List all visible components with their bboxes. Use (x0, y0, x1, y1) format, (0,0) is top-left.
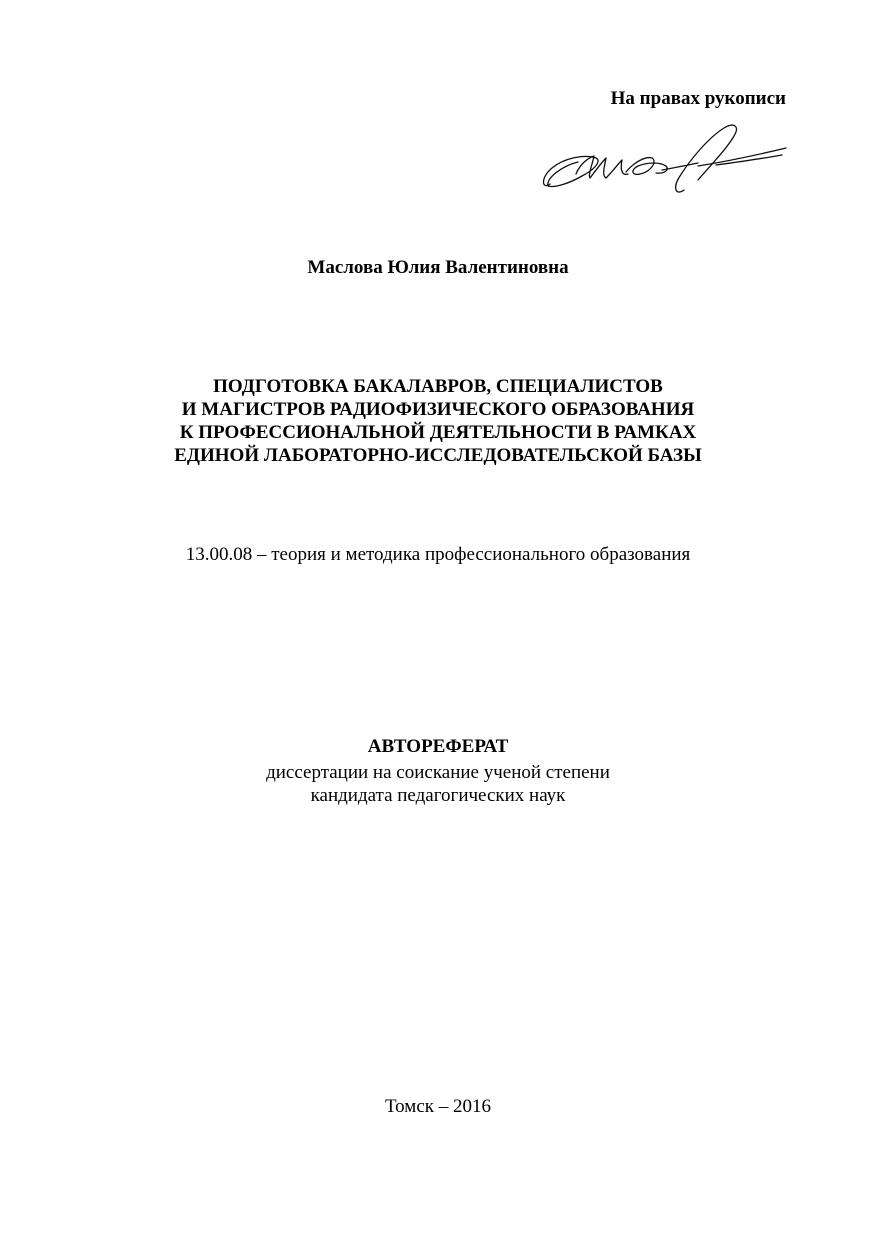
degree-line: кандидата педагогических наук (310, 785, 566, 806)
degree-description (0, 761, 876, 807)
title-line: И МАГИСТРОВ РАДИОФИЗИЧЕСКОГО ОБРАЗОВАНИЯ (181, 399, 695, 420)
rights-notice: На правах рукописи (610, 88, 786, 109)
title-line: ПОДГОТОВКА БАКАЛАВРОВ, СПЕЦИАЛИСТОВ (213, 376, 663, 397)
title-line: К ПРОФЕССИОНАЛЬНОЙ ДЕЯТЕЛЬНОСТИ В РАМКАХ (179, 422, 697, 443)
signature (538, 118, 790, 200)
place-year: Томск – 2016 (384, 1096, 491, 1117)
dissertation-title (0, 375, 876, 467)
document-type: АВТОРЕФЕРАТ (367, 736, 509, 757)
author-name: Маслова Юлия Валентиновна (307, 257, 569, 278)
title-line: ЕДИНОЙ ЛАБОРАТОРНО-ИССЛЕДОВАТЕЛЬСКОЙ БАЗЫ (174, 445, 702, 466)
specialty-code: 13.00.08 – теория и методика профессионального образования (185, 544, 691, 565)
degree-line: диссертации на соискание ученой степени (266, 762, 610, 783)
